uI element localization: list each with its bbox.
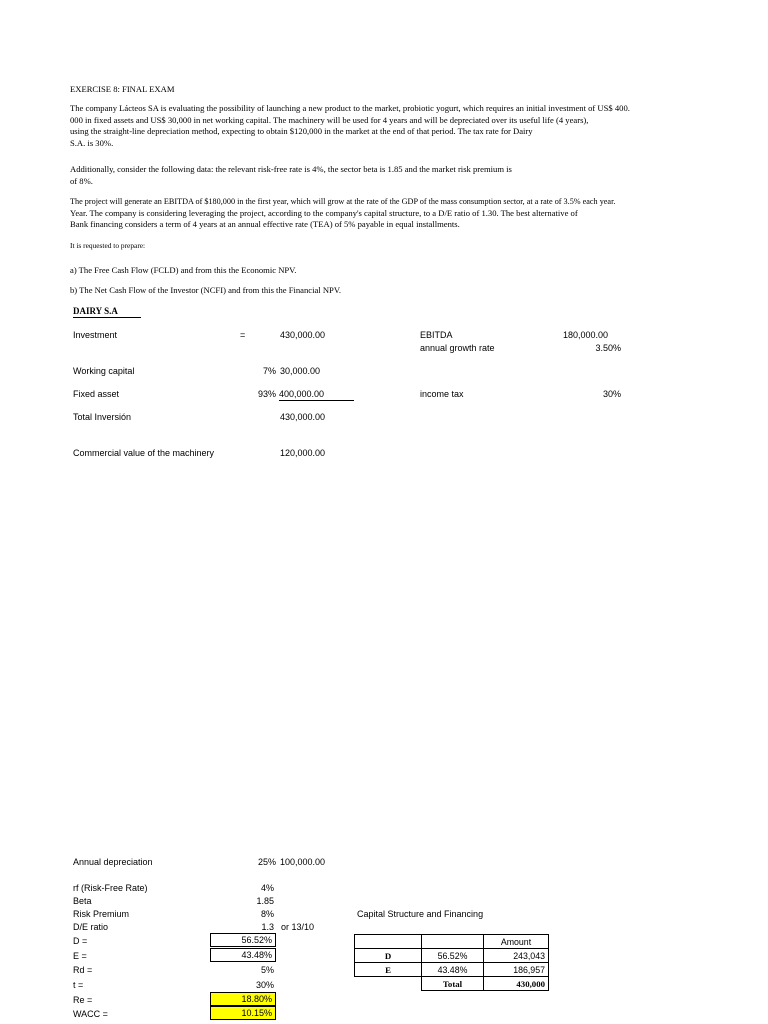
rate-label-de-ratio: D/E ratio [73, 922, 109, 932]
requested-label: It is requested to prepare: [70, 241, 146, 250]
income-tax-label: income tax [420, 389, 464, 399]
paragraph-line: S.A. is 30%. [70, 137, 114, 148]
ebitda-label: EBITDA [420, 330, 453, 340]
row-label-e: E [355, 963, 422, 977]
paragraph-line: The company Lácteos SA is evaluating the possibility of launching a new product to the market, probiotic yogurt, which requires an initial investment of US$ 400. [70, 103, 630, 113]
problem-paragraph-2 [70, 164, 700, 187]
problem-paragraph-1 [70, 103, 700, 149]
row-label-d: D [355, 949, 422, 963]
fixed-asset-pct: 93% [257, 389, 276, 399]
table-cell [355, 935, 422, 949]
table-cell [422, 935, 484, 949]
rate-value-d: 56.52% [210, 933, 276, 947]
income-tax-value: 30% [602, 389, 621, 399]
paragraph-line: The project will generate an EBITDA of $180,000 in the first year, which will grow at the rate of the GDP of the mass consumption sector, at a rate of 3.5% each year. [70, 197, 616, 206]
table-row [355, 949, 549, 963]
total-investment-label: Total Inversión [73, 412, 132, 422]
depreciation-value: 100,000.00 [280, 857, 326, 867]
rate-label-rd: Rd = [73, 965, 93, 975]
rate-value-de-ratio: 1.3 [261, 922, 274, 932]
ebitda-value: 180,000.00 [562, 330, 608, 340]
row-pct-d: 56.52% [422, 949, 484, 963]
capital-structure-title: Capital Structure and Financing [357, 909, 484, 919]
depreciation-label: Annual depreciation [73, 857, 153, 867]
paragraph-line: using the straight-line depreciation method, expecting to obtain $120,000 in the market at the end of that period. The tax rate for Dairy [70, 126, 533, 136]
table-cell [355, 977, 422, 991]
de-ratio-fraction: or 13/10 [281, 922, 315, 932]
amount-header: Amount [484, 935, 549, 949]
rate-value-e: 43.48% [210, 948, 276, 962]
investment-equals: = [240, 330, 246, 340]
rate-label-re: Re = [73, 995, 93, 1005]
rate-label-d: D = [73, 936, 88, 946]
working-capital-pct: 7% [262, 366, 276, 376]
paragraph-line: Year. The company is considering leveraging the project, according to the company's capital structure, to a D/E ratio of 1.30. The best alternative of [70, 207, 578, 218]
rate-value-re: 18.80% [210, 992, 276, 1006]
depreciation-pct: 25% [257, 857, 276, 867]
investment-value: 430,000.00 [280, 330, 326, 340]
requirement-a: a) The Free Cash Flow (FCLD) and from this the Economic NPV. [70, 265, 297, 275]
commercial-value: 120,000.00 [280, 448, 326, 458]
fixed-asset-value: 400,000.00 [279, 388, 354, 401]
rate-label-beta: Beta [73, 896, 92, 906]
working-capital-value: 30,000.00 [280, 366, 321, 376]
rate-value-beta: 1.85 [256, 896, 274, 906]
requirement-b: b) The Net Cash Flow of the Investor (NCFI) and from this the Financial NPV. [70, 285, 342, 295]
exercise-title: EXERCISE 8: FINAL EXAM [70, 84, 175, 94]
growth-rate-label: annual growth rate [420, 343, 495, 353]
rate-label-risk-premium: Risk Premium [73, 909, 130, 919]
table-row [355, 963, 549, 977]
row-amount-e: 186,957 [484, 963, 549, 977]
paragraph-line: Additionally, consider the following data: the relevant risk-free rate is 4%, the sector beta is 1.85 and the market risk premium is [70, 164, 512, 174]
rate-value-wacc: 10.15% [210, 1006, 276, 1020]
growth-rate-value: 3.50% [595, 343, 621, 353]
total-amount: 430,000 [484, 977, 549, 991]
rate-label-wacc: WACC = [73, 1009, 108, 1019]
row-amount-d: 243,043 [484, 949, 549, 963]
paragraph-line: 000 in fixed assets and US$ 30,000 in net working capital. The machinery will be used for 4 years and will be depreciated over its useful life (4 years), [70, 114, 589, 125]
rate-label-e: E = [73, 951, 87, 961]
rate-label-t: t = [73, 980, 84, 990]
total-investment-value: 430,000.00 [280, 412, 326, 422]
total-label: Total [422, 977, 484, 991]
row-pct-e: 43.48% [422, 963, 484, 977]
paragraph-line: Bank financing considers a term of 4 years at an annual effective rate (TEA) of 5% payable in equal installments. [70, 219, 460, 229]
problem-paragraph-3 [70, 196, 700, 231]
company-name: DAIRY S.A [73, 305, 141, 318]
rate-label-rf: rf (Risk-Free Rate) [73, 883, 148, 893]
investment-label: Investment [73, 330, 118, 340]
fixed-asset-label: Fixed asset [73, 389, 120, 399]
table-row [355, 977, 549, 991]
working-capital-label: Working capital [73, 366, 135, 376]
table-row [355, 935, 549, 949]
capital-structure-table [354, 934, 549, 991]
rate-value-rd: 5% [260, 965, 274, 975]
rate-value-t: 30% [255, 980, 274, 990]
rate-value-rf: 4% [260, 883, 274, 893]
rate-value-risk-premium: 8% [260, 909, 274, 919]
commercial-value-label: Commercial value of the machinery [73, 448, 215, 458]
paragraph-line: of 8%. [70, 175, 93, 186]
